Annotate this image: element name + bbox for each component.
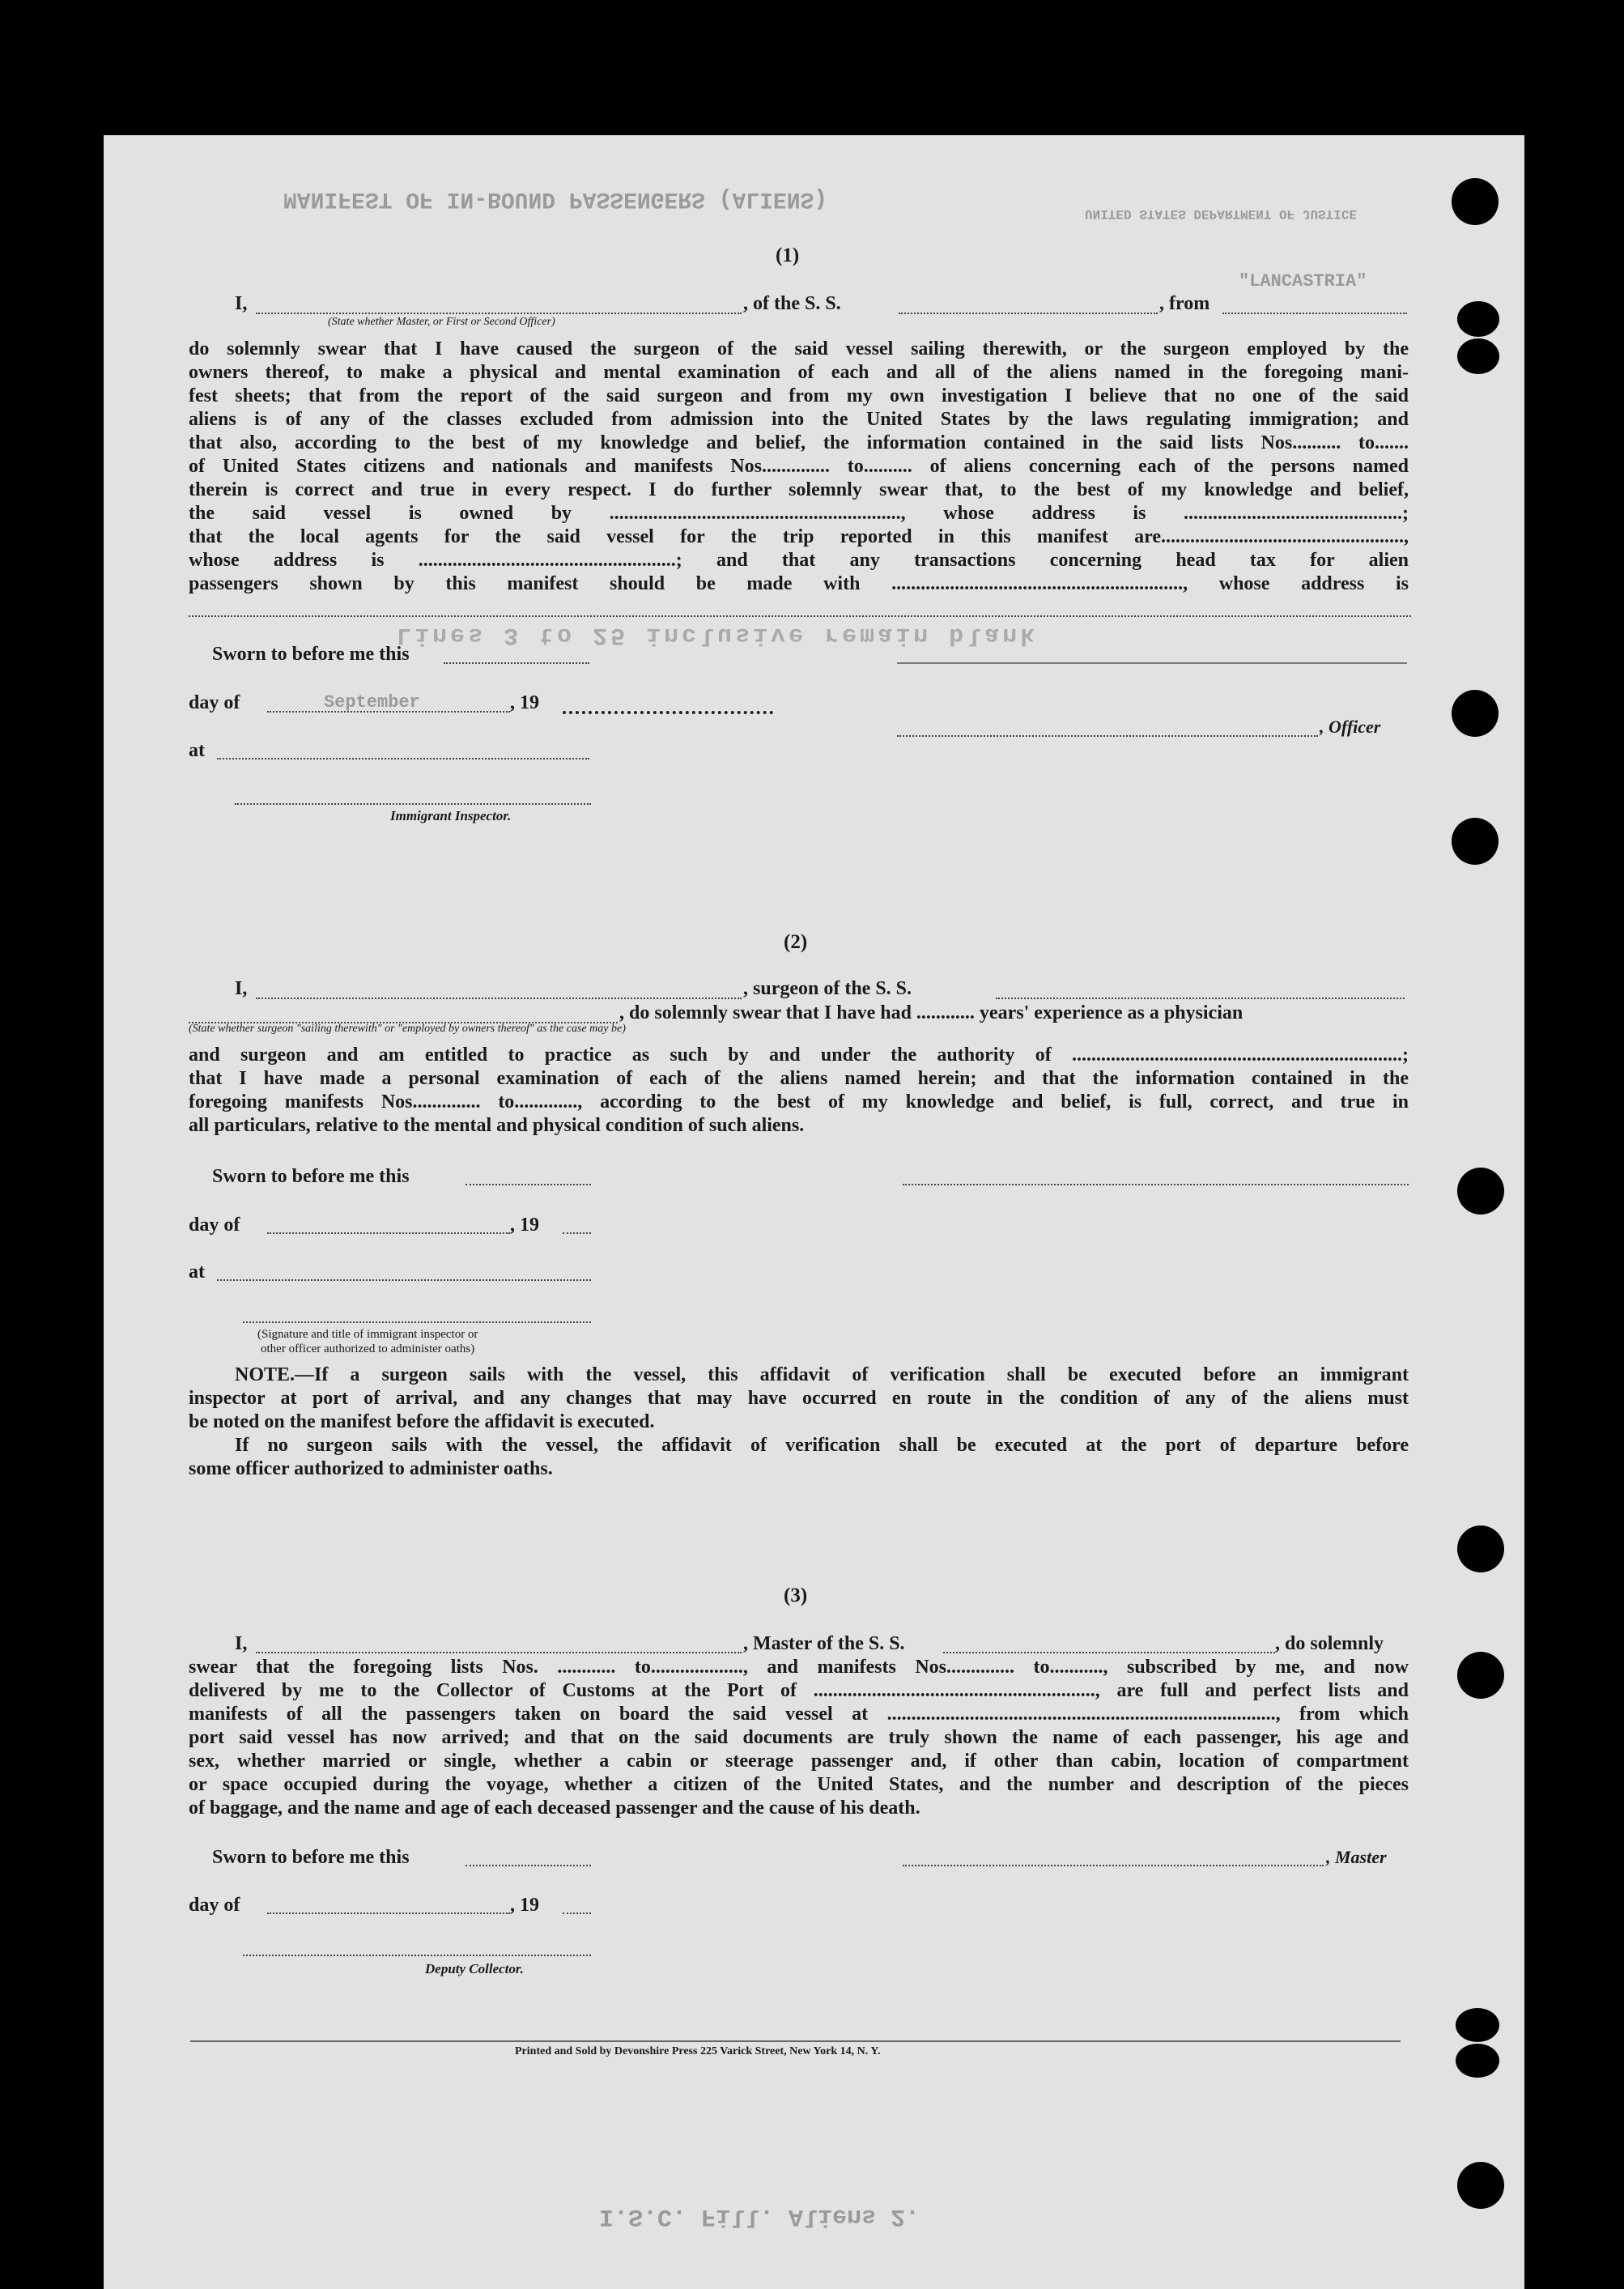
binder-hole <box>1457 2162 1504 2209</box>
section3-master-blank <box>256 1652 742 1653</box>
binder-hole <box>1457 1525 1504 1572</box>
section3-opening: I, <box>235 1633 248 1654</box>
bleed-department: UNITED STATES DEPARTMENT OF JUSTICE <box>1085 206 1358 221</box>
section1-signature-line-top <box>897 662 1407 664</box>
section3-sworn-blank <box>466 1865 591 1866</box>
section1-divider-blank <box>189 615 1411 617</box>
section2-day-label: day of <box>189 1215 240 1236</box>
note-line-2: inspector at port of arrival, and any changes that may have occurred en route in the condition of any of the aliens must <box>189 1388 1409 1409</box>
master-of-label: , Master of the S. S. <box>743 1633 905 1654</box>
inspector-caption: Immigrant Inspector. <box>390 808 512 823</box>
section3-year-label: , 19 <box>510 1895 539 1916</box>
binder-hole <box>1457 301 1499 337</box>
section3-line-2: swear that the foregoing lists Nos. ............ to..................., and manifests Nos.............. to..........., subscribed by me, and now <box>189 1657 1409 1678</box>
section2-signature-caption-2: other officer authorized to administer oaths) <box>261 1342 475 1355</box>
officer-signature-blank <box>897 735 1318 737</box>
section1-line-11: passengers shown by this manifest should be made with ............................................................, whose address is <box>189 573 1409 594</box>
section1-number: (1) <box>776 245 800 266</box>
from-label: , from <box>1159 293 1210 314</box>
section2-line-5: foregoing manifests Nos.............. to............., according to the best of my knowledge and belief, is full, correct, and true in <box>189 1091 1409 1113</box>
of-the-ss-label: , of the S. S. <box>743 293 841 314</box>
master-name-blank <box>256 313 742 314</box>
binder-hole <box>1452 818 1499 865</box>
section3-line-8: of baggage, and the name and age of each deceased passenger and the cause of his death. <box>189 1798 920 1819</box>
section1-year-blank <box>563 711 773 714</box>
note-line-4: If no surgeon sails with the vessel, the affidavit of verification shall be executed at the port of departure before <box>235 1435 1409 1456</box>
note-line-5: some officer authorized to administer oaths. <box>189 1458 553 1479</box>
section2-day-blank <box>267 1232 510 1234</box>
master-label: , Master <box>1326 1847 1387 1867</box>
section1-year-label: , 19 <box>510 692 539 713</box>
section1-sworn-label: Sworn to before me this <box>212 644 410 665</box>
deputy-signature-line <box>243 1955 591 1956</box>
section3-day-label: day of <box>189 1895 240 1916</box>
section1-line-7: therein is correct and true in every respect. I do further solemnly swear that, to the best of my knowledge and belief, <box>189 479 1409 500</box>
section3-line-3: delivered by me to the Collector of Customs at the Port of .........................................................., are full and perfect lists and <box>189 1680 1409 1701</box>
section2-signature-blank <box>903 1184 1409 1185</box>
section1-line-10: whose address is .....................................................; and that any transactions concerning head tax for alien <box>189 550 1409 571</box>
section2-state-note: (State whether surgeon "sailing therewith" or "employed by owners thereof" as the case may be) <box>189 1023 626 1035</box>
section3-line-6: sex, whether married or single, whether a cabin or steerage passenger and, if other than cabin, location of compartment <box>189 1751 1409 1772</box>
section2-line-2: , do solemnly swear that I have had ............ years' experience as a physician <box>619 1002 1244 1023</box>
section3-line-7: or space occupied during the voyage, whether a citizen of the United States, and the number and description of the pieces <box>189 1774 1409 1795</box>
binder-hole <box>1457 338 1499 374</box>
note-line-1: NOTE.—If a surgeon sails with the vessel, this affidavit of verification shall be executed before an immigrant <box>235 1364 1409 1385</box>
section2-line-6: all particulars, relative to the mental and physical condition of such aliens. <box>189 1115 805 1136</box>
deputy-caption: Deputy Collector. <box>425 1961 524 1976</box>
section2-vessel-blank <box>996 998 1405 999</box>
section3-sworn-label: Sworn to before me this <box>212 1847 410 1868</box>
surgeon-name-blank <box>256 998 742 999</box>
binder-hole <box>1456 2008 1499 2042</box>
from-port-blank <box>1222 313 1407 314</box>
section3-vessel-blank <box>943 1652 1275 1653</box>
section1-at-label: at <box>189 740 205 761</box>
binder-hole <box>1456 2044 1499 2078</box>
inspector-signature-line <box>235 803 591 805</box>
form-number: I.S.C. Fill. Aliens 2. <box>599 2202 920 2230</box>
section2-at-label: at <box>189 1262 205 1283</box>
master-signature-blank <box>903 1865 1324 1866</box>
section1-line-8: the said vessel is owned by ............................................................, whose address is .............................................; <box>189 503 1409 524</box>
note-line-3: be noted on the manifest before the affidavit is executed. <box>189 1411 655 1432</box>
section2-signature-caption-1: (Signature and title of immigrant inspector or <box>257 1328 478 1341</box>
do-solemnly-label: , do solemnly <box>1275 1633 1384 1654</box>
section1-line-4: aliens is of any of the classes excluded from admission into the United States by the laws regulating immigration; and <box>189 409 1409 430</box>
section2-year-blank <box>563 1232 591 1234</box>
section2-year-label: , 19 <box>510 1215 539 1236</box>
section2-sworn-label: Sworn to before me this <box>212 1166 410 1187</box>
section1-line-1: do solemnly swear that I have caused the surgeon of the said vessel sailing therewith, or the surgeon employed by the <box>189 338 1409 360</box>
binder-hole <box>1457 1652 1504 1699</box>
printer-imprint: Printed and Sold by Devonshire Press 225 Varick Street, New York 14, N. Y. <box>515 2045 881 2057</box>
vessel-name-blank <box>899 313 1158 314</box>
binder-hole <box>1452 690 1499 737</box>
footer-rule <box>190 2040 1401 2042</box>
officer-label: , Officer <box>1320 717 1381 737</box>
section2-number: (2) <box>784 931 808 953</box>
section2-sworn-blank <box>466 1184 591 1185</box>
binder-hole <box>1457 1168 1504 1215</box>
section1-day-value: September <box>324 692 420 713</box>
section3-day-blank <box>267 1912 510 1914</box>
section1-line-9: that the local agents for the said vessel for the trip reported in this manifest are.................................................., <box>189 526 1409 547</box>
section1-opening: I, <box>235 293 248 314</box>
surgeon-of-label: , surgeon of the S. S. <box>743 978 912 999</box>
section2-line-4: that I have made a personal examination of each of the aliens named herein; and that the information contained in the <box>189 1068 1409 1089</box>
binder-hole <box>1452 178 1499 225</box>
section2-at-blank <box>217 1279 591 1281</box>
section1-line-5: that also, according to the best of my knowledge and belief, the information contained in the said lists Nos.......... to....... <box>189 432 1409 453</box>
section1-line-3: fest sheets; that from the report of the said surgeon and from my own investigation I believe that no one of the said <box>189 385 1409 406</box>
section1-state-note: (State whether Master, or First or Second Officer) <box>328 316 555 328</box>
section3-line-5: port said vessel has now arrived; and that on the said documents are truly shown the name of each passenger, his age and <box>189 1727 1409 1748</box>
section2-inspector-signature-blank <box>243 1321 591 1323</box>
section3-number: (3) <box>784 1585 808 1606</box>
section3-year-blank <box>563 1912 591 1914</box>
section2-opening: I, <box>235 978 248 999</box>
section1-day-label: day of <box>189 692 240 713</box>
section3-line-4: manifests of all the passengers taken on board the said vessel at ................................................................................, from which <box>189 1704 1409 1725</box>
section2-line-3: and surgeon and am entitled to practice as such by and under the authority of ....................................................................; <box>189 1045 1409 1066</box>
bleed-title: MANIFEST OF IN-BOUND PASSENGERS (ALIENS) <box>283 186 828 211</box>
bleed-ship-name: "LANCASTRIA" <box>1239 271 1367 291</box>
section1-line-2: owners thereof, to make a physical and mental examination of each and all of the aliens named in the foregoing mani- <box>189 362 1409 383</box>
section1-line-6: of United States citizens and nationals and manifests Nos.............. to.......... of aliens concerning each of the persons named <box>189 456 1409 477</box>
typed-blank-lines-note: Lines 3 to 25 inclusive remain blank <box>397 621 1039 649</box>
section1-sworn-blank <box>444 662 589 664</box>
section1-at-blank <box>217 758 589 759</box>
